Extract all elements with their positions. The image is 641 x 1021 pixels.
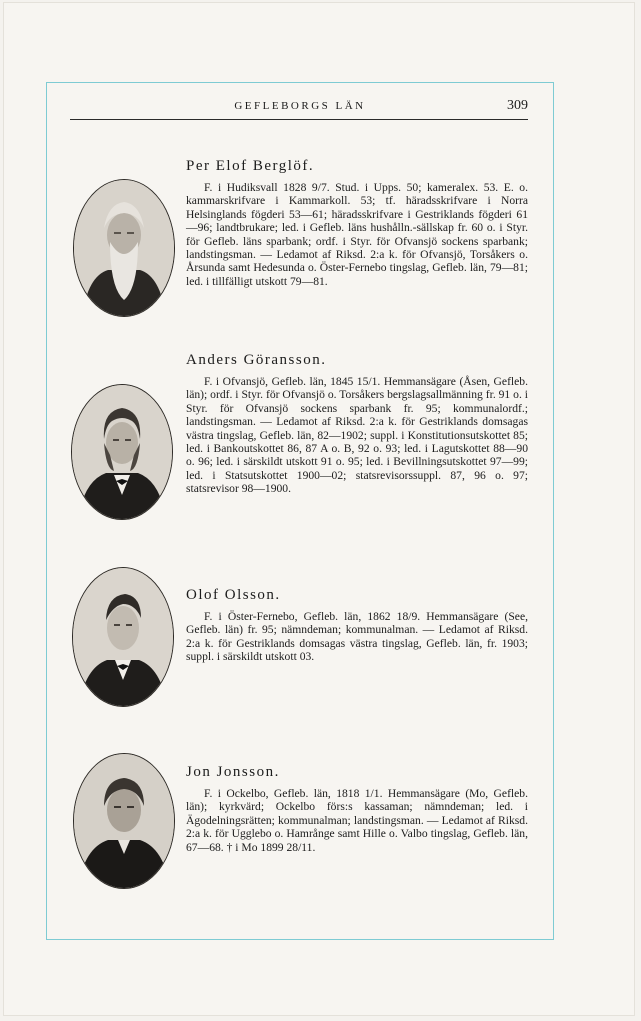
entry-name: Per Elof Berglöf. [186,158,315,174]
portrait-olof-olsson [73,568,173,706]
entry-text: F. i Öster-Fernebo, Gefleb. län, 1862 18/9. Hemmansägare (See, Gefleb. län) fr. 95; nämndeman; kommunalman. — Ledamot af Riksd. 2:a k. för Gestriklands domsagas västra tingslag, Gefleb. län, fr. 1903; suppl. i särskildt utskott 03. [186,610,528,664]
entry-text: F. i Ofvansjö, Gefleb. län, 1845 15/1. Hemmansägare (Åsen, Gefleb. län); ordf. i Styr. för Ofvansjö o. Torsåkers bergslagsallmänning fr. 91 o. i Styr. för Ofvansjö sockens sparbank fr. 95; kommunalordf.; landstingsman. — Ledamot af Riksd. 2:a k. för Gestriklands domsagas västra tingslag, Gefleb. län, 82—1902; suppl. i Konstitutionsutskottet 85; led. i Bankoutskottet 86, 87 A o. B, 92 o. 93; led. i Lagutskottet 88—90 o. 96; led. i särskildt utskott 91 o. 95; led. i Bevillningsutskottet 97—99; led. i Statsutskottet 1900—02; statsrevisorssuppl. 87, 96 o. 97; statsrevisor 98—1900. [186,375,528,496]
page-number: 309 [507,98,528,113]
portrait-anders-goransson [72,385,172,519]
entry-text: F. i Hudiksvall 1828 9/7. Stud. i Upps. 50; kameralex. 53. E. o. kammarskrifvare i Kammarkoll. 53; tf. häradsskrifvare i Norra Helsinglands fögderi 53—61; häradsskrifvare i Gestriklands fögderi 61—96; landtbrukare; led. i Gefleb. läns hushålln.-sällskap fr. 60 o. i Styr. för Gefleb. läns sparbank; ordf. i Styr. för Ofvansjö sockens sparbank; landstingsman. — Ledamot af Riksd. 2:a k. för Ofvansjö, Torsåkers o. Årsunda samt Hedesunda o. Öster-Fernebo tingslag, Gefleb. län, 79—81; led. i tillfälligt utskott 79—81. [186,181,528,288]
running-title: GEFLEBORGS LÄN [234,100,366,112]
entry-anders-goransson [186,352,528,496]
entry-name: Anders Göransson. [186,352,327,368]
header-rule [70,119,528,120]
entry-name: Jon Jonsson. [186,764,280,780]
entry-jon-jonsson [186,764,528,854]
portrait-per-elof-berglof [74,180,174,316]
entry-olof-olsson [186,587,528,664]
entry-per-elof-berglof [186,158,528,288]
running-head [70,98,530,118]
entry-name: Olof Olsson. [186,587,281,603]
entry-text: F. i Ockelbo, Gefleb. län, 1818 1/1. Hemmansägare (Mo, Gefleb. län); kyrkvärd; Ockelbo förs:s kassaman; nämndeman; led. i Ägodelningsrätten; kommunalman; landstingsman. — Ledamot af Riksd. 2:a k. för Ugglebo o. Hamrånge samt Hille o. Valbo tingslag, Gefleb. län, 67—68. † i Mo 1899 28/11. [186,787,528,854]
portrait-jon-jonsson [74,754,174,888]
